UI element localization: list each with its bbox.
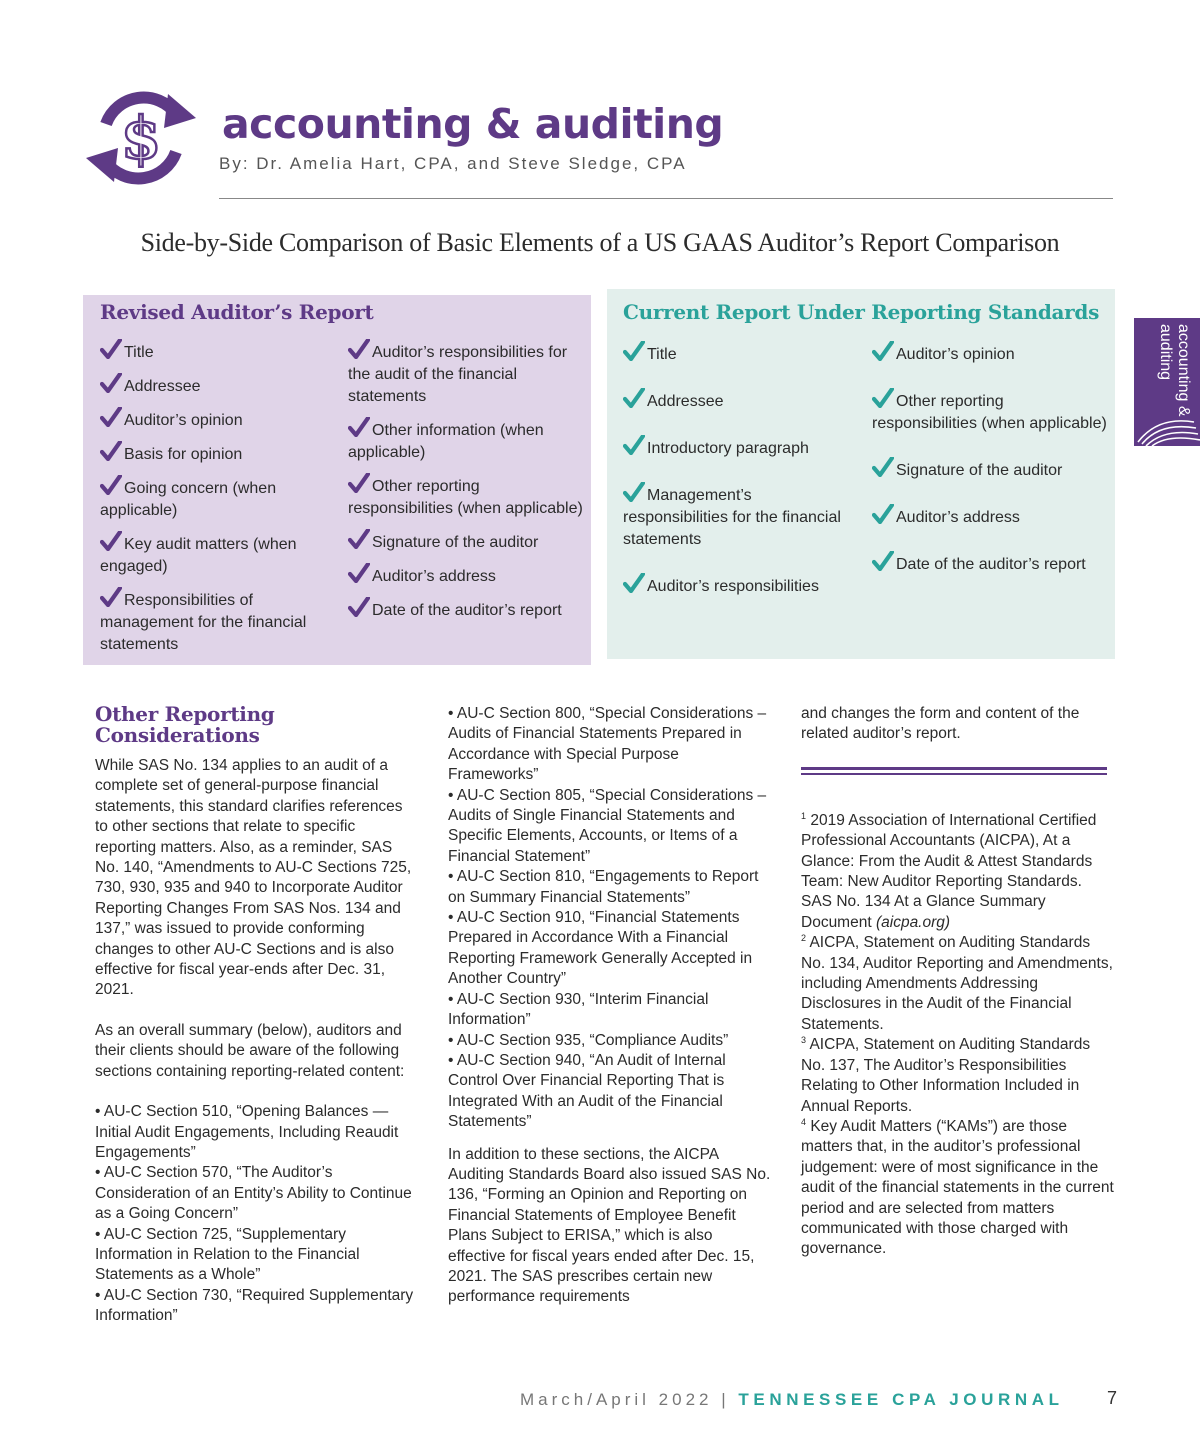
checkmark-icon [348,529,370,549]
checklist-item [872,457,1112,482]
bullet-item: • AU-C Section 940, “An Audit of Internal Control Over Financial Reporting That is Integrated With an Audit of the Financial Statements” [448,1051,726,1131]
current-report-box [607,289,1115,659]
checkmark-icon [623,435,645,455]
checklist-item-label: Other reporting responsibilities (when applicable) [872,393,1107,432]
checkmark-icon [100,587,122,607]
checklist-item-label: Basis for opinion [124,446,243,463]
footnote [801,1035,1116,1117]
bullet-item: • AU-C Section 930, “Interim Financial Information” [448,990,709,1029]
checklist-item [623,435,853,460]
footnote-number: 2 [801,933,807,944]
article-paragraph: While SAS No. 134 applies to an audit of a complete set of general-purpose financial statements, this standard clarifies references to other sections that relate to specific reporting matters. Also, as a reminder, SAS No. 140, “Amendments to AU-C Sections 725, 730, 930, 935 and 940 to Incorporate Auditor Reporting Changes From SAS Nos. 134 and 137,” was issued to provide conforming changes to other AU-C Sections and is also effective for fiscal year-ends after Dec. 31, 2021. [95,757,412,999]
article-column-right [801,704,1116,1260]
checklist-item [872,388,1112,435]
checklist-item [100,373,315,398]
checkmark-icon [100,407,122,427]
bullet-item: • AU-C Section 570, “The Auditor’s Consideration of an Entity’s Ability to Continue as a Going Concern” [95,1164,412,1223]
section-title: accounting & auditing [222,100,724,148]
footnote [801,933,1116,1035]
footnote-text: 2019 Association of International Certified Professional Accountants (AICPA), At a Glance: From the Audit & Attest Standards Team: New Auditor Reporting Standards. SAS No. 134 At a Glance Summary Document [801,811,1097,931]
article-paragraph: In addition to these sections, the AICPA Auditing Standards Board also issued SAS No. 136, “Forming an Opinion and Reporting on Financial Statements of Employee Benefit Plans Subject to ERISA,” which is also effective for fiscal years ended after Dec. 15, 2021. The SAS prescribes certain new performance requirements [448,1145,771,1306]
current-list-col2 [872,341,1112,598]
checkmark-icon [100,441,122,461]
checklist-item-label: Auditor’s address [372,568,496,585]
checklist-item [623,341,853,366]
checklist-item-label: Auditor’s responsibilities [647,578,819,595]
checklist-item-label: Date of the auditor’s report [372,602,562,619]
footnote-divider [801,767,1107,775]
checklist-item [348,473,588,520]
current-list-col1 [623,341,853,620]
article-column-left [95,704,417,1327]
checklist-item-label: Other reporting responsibilities (when applicable) [348,478,583,517]
checklist-item-label: Signature of the auditor [372,534,539,551]
checklist-item [872,341,1112,366]
checklist-item [348,529,588,554]
bullet-item: • AU-C Section 910, “Financial Statements Prepared in Accordance With a Financial Reporting Framework Generally Accepted in Another Country” [448,909,753,988]
footer [520,1390,1064,1410]
article-heading: Other Reporting Considerations [95,702,275,747]
checklist-item-label: Introductory paragraph [647,440,809,457]
checkmark-icon [623,341,645,361]
wave-lines-icon [1134,412,1200,446]
footnote-number: 3 [801,1035,807,1046]
checklist-item [872,551,1112,576]
checklist-item-label: Signature of the auditor [896,462,1063,479]
header-divider [219,198,1113,199]
checklist-item-label: Auditor’s responsibilities for the audit of the financial statements [348,344,568,405]
footnote-number: 1 [801,810,807,821]
footnote-source: (aicpa.org) [875,913,951,931]
checkmark-icon [623,573,645,593]
revised-report-title: Revised Auditor’s Report [100,300,374,324]
checklist-item [623,482,853,551]
footnotes [801,811,1116,1260]
checklist-item [348,339,588,408]
checklist-item-label: Auditor’s opinion [896,346,1015,363]
dollar-cycle-icon [84,84,198,192]
checklist-item-label: Auditor’s opinion [124,412,243,429]
page-number: 7 [1107,1388,1118,1408]
footnote [801,811,1116,933]
bullet-list-left [95,1102,417,1326]
footnote [801,1117,1116,1260]
checkmark-icon [100,373,122,393]
checklist-item [100,407,315,432]
checklist-item-label: Key audit matters (when engaged) [100,536,297,575]
current-report-title: Current Report Under Reporting Standards [623,300,1100,324]
checkmark-icon [348,417,370,437]
footer-journal: TENNESSEE CPA JOURNAL [738,1390,1064,1409]
side-tab-label: accounting & auditing [1157,324,1192,417]
checkmark-icon [348,597,370,617]
checklist-item-label: Going concern (when applicable) [100,480,277,519]
checklist-item [100,441,315,466]
footnote-number: 4 [801,1116,807,1127]
checklist-item [100,531,315,578]
revised-list-col2 [348,339,588,631]
checkmark-icon [623,482,645,502]
checklist-item-label: Date of the auditor’s report [896,556,1086,573]
checklist-item-label: Auditor’s address [896,509,1020,526]
checklist-item [100,339,315,364]
checklist-item [100,475,315,522]
revised-list-col1 [100,339,315,665]
checkmark-icon [100,475,122,495]
checkmark-icon [100,531,122,551]
bullet-item: • AU-C Section 935, “Compliance Audits” [448,1031,729,1049]
checklist-item [348,563,588,588]
checklist-item [623,388,853,413]
checkmark-icon [348,473,370,493]
checkmark-icon [100,339,122,359]
checklist-item-label: Management’s responsibilities for the financial statements [623,487,841,548]
checklist-item-label: Responsibilities of management for the financial statements [100,592,307,653]
checklist-item [872,504,1112,529]
side-tab [1134,318,1200,446]
bullet-item: • AU-C Section 730, “Required Supplementary Information” [95,1286,414,1325]
checkmark-icon [348,339,370,359]
footnote-text: AICPA, Statement on Auditing Standards No. 134, Auditor Reporting and Amendments, including Amendments Addressing Disclosures in the Audit of the Financial Statements. [801,934,1113,1033]
checkmark-icon [872,388,894,408]
checklist-item-label: Other information (when applicable) [348,422,544,461]
checklist-item [100,587,315,656]
checkmark-icon [348,563,370,583]
article-paragraph: As an overall summary (below), auditors and their clients should be aware of the following sections containing reporting-related content: [95,1021,405,1080]
checkmark-icon [872,341,894,361]
comparison-title: Side-by-Side Comparison of Basic Elements of a US GAAS Auditor’s Report Comparison [140,228,1060,257]
footnote-text: AICPA, Statement on Auditing Standards No. 137, The Auditor’s Responsibilities Relating to Other Information Included in Annual Reports. [801,1036,1091,1115]
byline: By: Dr. Amelia Hart, CPA, and Steve Sledge, CPA [219,154,687,173]
bullet-item: • AU-C Section 810, “Engagements to Report on Summary Financial Statements” [448,868,759,906]
checklist-item-label: Title [647,346,677,363]
bullet-item: • AU-C Section 725, “Supplementary Information in Relation to the Financial Statements as a Whole” [95,1225,360,1284]
checklist-item-label: Addressee [647,393,724,410]
checklist-item-label: Addressee [124,378,201,395]
footer-issue: March/April 2022 [520,1390,713,1409]
svg-text:$: $ [120,104,162,172]
revised-report-box [83,295,591,665]
bullet-item: • AU-C Section 800, “Special Considerations – Audits of Financial Statements Prepared in Accordance with Special Purpose Frameworks” [448,705,767,784]
footer-separator: | [721,1390,730,1409]
checklist-item [348,417,588,464]
article-column-middle [448,704,773,1308]
checklist-item-label: Title [124,344,154,361]
checklist-item [348,597,588,622]
bullet-list-middle [448,704,773,1133]
footnote-text: Key Audit Matters (“KAMs”) are those matters that, in the auditor’s professional judgement: were of most significance in the audit of the financial statements in the current period and are selected from matters communicated with those charged with governance. [801,1117,1114,1258]
bullet-item: • AU-C Section 805, “Special Considerations – Audits of Single Financial Statements and Specific Elements, Accounts, or Items of a Financial Statement” [448,786,767,865]
checkmark-icon [872,457,894,477]
checklist-item [623,573,853,598]
article-paragraph-continued: and changes the form and content of the related auditor’s report. [801,705,1080,743]
checkmark-icon [623,388,645,408]
bullet-item: • AU-C Section 510, “Opening Balances — Initial Audit Engagements, Including Reaudit Engagements” [95,1103,399,1161]
checkmark-icon [872,551,894,571]
checkmark-icon [872,504,894,524]
